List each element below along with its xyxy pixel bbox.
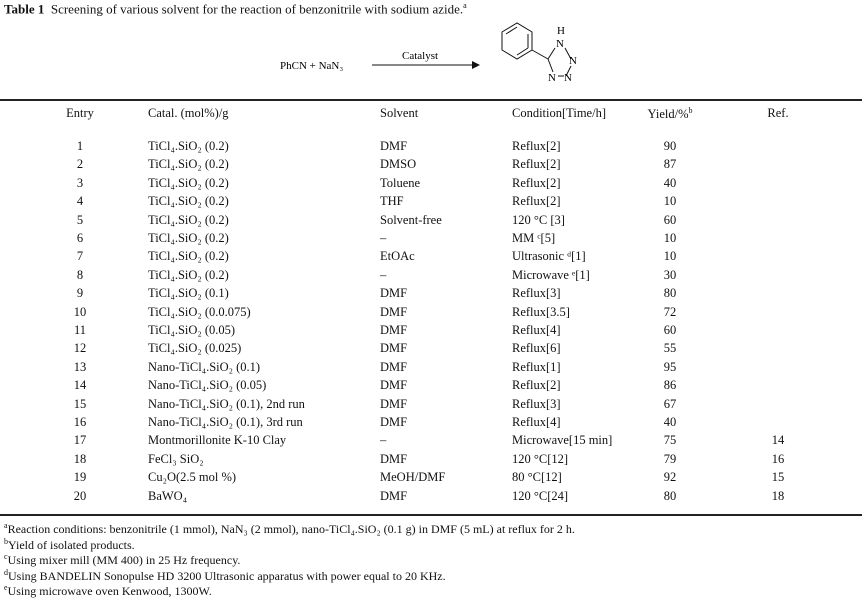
- footnote: [4, 552, 240, 568]
- table-row: [0, 433, 866, 451]
- cell-entry: 12: [73, 341, 87, 356]
- cell-entry: 17: [73, 433, 87, 448]
- bottom-rule: [0, 514, 862, 516]
- table-row: [0, 157, 866, 175]
- cell-solvent: DMF: [380, 396, 408, 411]
- cell-entry: 3: [76, 175, 84, 190]
- footnote: [4, 583, 212, 599]
- atom-n: N: [556, 38, 564, 50]
- cell-condition: Microwave ᵉ[1]: [512, 267, 590, 282]
- cell-solvent: DMF: [380, 323, 408, 337]
- cell-entry: 4: [76, 194, 84, 209]
- reaction-scheme: [280, 14, 620, 89]
- cell-solvent: Solvent-free: [380, 212, 442, 227]
- table-row: [0, 360, 866, 378]
- cell-entry: 6: [76, 231, 84, 245]
- table-title: Screening of various solvent for the reaction of benzonitrile with sodium azide.: [50, 1, 464, 17]
- cell-entry: 13: [73, 359, 87, 374]
- table-row: [0, 176, 866, 194]
- cell-solvent: DMF: [380, 378, 408, 393]
- cell-yield: 55: [663, 341, 677, 356]
- cell-yield: 10: [663, 194, 677, 209]
- cell-catalyst: TiCl₄.SiO₂ (0.05): [148, 323, 236, 337]
- reactants: PhCN + NaN₃: [280, 60, 344, 72]
- cell-ref: 18: [771, 488, 785, 503]
- cell-entry: 9: [76, 286, 84, 301]
- cell-yield: 86: [663, 378, 677, 393]
- cell-condition: 120 °C[12]: [512, 451, 569, 466]
- cell-solvent: DMF: [380, 341, 408, 356]
- table-row: [0, 323, 866, 341]
- cell-solvent: Toluene: [380, 175, 421, 190]
- cell-ref: 14: [771, 433, 785, 448]
- footnote-mark: c: [4, 552, 8, 561]
- cell-yield: 40: [663, 175, 677, 190]
- cell-condition: 120 °C[24]: [512, 488, 569, 503]
- cell-solvent: DMF: [380, 488, 408, 503]
- atom-h: H: [557, 25, 565, 37]
- cell-condition: Reflux[3]: [512, 396, 561, 411]
- cell-ref: 15: [771, 470, 785, 485]
- cell-catalyst: TiCl₄.SiO₂ (0.1): [148, 286, 229, 301]
- cell-condition: Reflux[2]: [512, 175, 561, 190]
- table-row: [0, 139, 866, 157]
- table-row: [0, 268, 866, 286]
- cell-yield: 92: [663, 470, 677, 485]
- cell-catalyst: FeCl₃ SiO₂: [148, 451, 204, 466]
- cell-condition: 80 °C[12]: [512, 470, 562, 485]
- table-row: [0, 249, 866, 267]
- table-row: [0, 231, 866, 249]
- footnote-mark: d: [4, 567, 8, 577]
- cell-yield: 40: [663, 415, 677, 429]
- footnote: [4, 568, 446, 584]
- reagent-label: Catalyst: [402, 50, 439, 62]
- cell-entry: 20: [73, 488, 87, 503]
- cell-entry: 10: [73, 304, 87, 319]
- atom-n: N: [564, 72, 572, 84]
- cell-solvent: DMF: [380, 139, 408, 153]
- cell-yield: 67: [663, 396, 677, 411]
- cell-yield: 80: [663, 286, 677, 301]
- cell-solvent: DMF: [380, 304, 408, 319]
- cell-catalyst: Nano-TiCl₄.SiO₂ (0.1), 2nd run: [148, 396, 305, 411]
- footnote-text: Using BANDELIN Sonopulse HD 3200 Ultrasonic apparatus with power equal to 20 KHz.: [8, 568, 446, 583]
- cell-condition: Reflux[3.5]: [512, 304, 570, 319]
- arrow-head-icon: [472, 61, 480, 69]
- cell-yield: 30: [663, 267, 677, 282]
- table-row: [0, 378, 866, 396]
- cell-condition: Reflux[2]: [512, 194, 561, 209]
- table-row: [0, 341, 866, 359]
- cell-catalyst: Nano-TiCl₄.SiO₂ (0.05): [148, 378, 267, 393]
- cell-condition: Reflux[3]: [512, 286, 561, 301]
- cell-condition: Reflux[2]: [512, 378, 561, 393]
- footnote-text: Yield of isolated products.: [8, 537, 135, 552]
- cell-yield: 75: [663, 433, 677, 448]
- cell-catalyst: TiCl₄.SiO₂ (0.2): [148, 212, 229, 227]
- header-catalyst: Catal. (mol%)/g: [148, 106, 229, 120]
- cell-condition: Microwave[15 min]: [512, 433, 613, 448]
- cell-solvent: DMF: [380, 286, 408, 301]
- cell-catalyst: TiCl₄.SiO₂ (0.2): [148, 157, 229, 172]
- title-footnote-mark: a: [463, 1, 467, 10]
- cell-catalyst: TiCl₄.SiO₂ (0.2): [148, 175, 229, 190]
- cell-catalyst: TiCl₄.SiO₂ (0.2): [148, 231, 229, 245]
- cell-entry: 2: [76, 157, 84, 172]
- table-row: [0, 415, 866, 433]
- cell-entry: 19: [73, 470, 87, 485]
- cell-catalyst: Nano-TiCl₄.SiO₂ (0.1), 3rd run: [148, 415, 303, 429]
- table-row: [0, 452, 866, 470]
- cell-yield: 87: [663, 157, 677, 172]
- header-yield: [640, 106, 700, 122]
- cell-solvent: MeOH/DMF: [380, 470, 446, 485]
- table-row: [0, 397, 866, 415]
- cell-solvent: –: [380, 433, 387, 448]
- cell-solvent: THF: [380, 194, 404, 209]
- cell-yield: 72: [663, 304, 677, 319]
- header-entry: Entry: [66, 106, 94, 120]
- table-row: [0, 470, 866, 488]
- cell-catalyst: TiCl₄.SiO₂ (0.2): [148, 194, 229, 209]
- cell-catalyst: BaWO₄: [148, 488, 188, 503]
- table-row: [0, 305, 866, 323]
- cell-entry: 1: [76, 139, 84, 153]
- cell-catalyst: TiCl₄.SiO₂ (0.2): [148, 249, 229, 264]
- footnote-mark: a: [4, 521, 8, 530]
- cell-yield: 79: [663, 451, 677, 466]
- cell-condition: Reflux[6]: [512, 341, 561, 356]
- footnote: [4, 537, 135, 553]
- cell-catalyst: TiCl₄.SiO₂ (0.025): [148, 341, 242, 356]
- atom-n: N: [548, 72, 556, 84]
- cell-catalyst: Montmorillonite K-10 Clay: [148, 433, 287, 448]
- header-solvent: Solvent: [380, 106, 419, 120]
- cell-entry: 8: [76, 267, 84, 282]
- cell-solvent: EtOAc: [380, 249, 415, 264]
- table-header: [0, 106, 866, 124]
- cell-condition: Reflux[4]: [512, 323, 561, 337]
- table-row: [0, 194, 866, 212]
- footnote-text: Using microwave oven Kenwood, 1300W.: [7, 584, 212, 598]
- header-condition: Condition[Time/h]: [512, 106, 606, 120]
- cell-solvent: DMF: [380, 451, 408, 466]
- cell-yield: 80: [663, 488, 677, 503]
- table-row: [0, 286, 866, 304]
- cell-ref: 16: [771, 451, 785, 466]
- footnote-text: Using mixer mill (MM 400) in 25 Hz frequency.: [7, 553, 241, 567]
- cell-entry: 11: [73, 323, 87, 337]
- cell-catalyst: TiCl₄.SiO₂ (0.2): [148, 267, 229, 282]
- cell-solvent: –: [380, 267, 387, 282]
- cell-catalyst: TiCl₄.SiO₂ (0.2): [148, 139, 229, 153]
- cell-entry: 7: [76, 249, 84, 264]
- table-row: [0, 213, 866, 231]
- cell-catalyst: Cu₂O(2.5 mol %): [148, 470, 237, 485]
- cell-solvent: DMF: [380, 415, 408, 429]
- footnote-mark: e: [4, 583, 8, 592]
- cell-condition: MM ᶜ[5]: [512, 231, 556, 245]
- cell-yield: 90: [663, 139, 677, 153]
- cell-entry: 16: [73, 415, 87, 429]
- cell-condition: Reflux[2]: [512, 139, 561, 153]
- cell-catalyst: TiCl₄.SiO₂ (0.0.075): [148, 304, 251, 319]
- cell-yield: 10: [663, 249, 677, 264]
- footnote-mark: b: [4, 536, 8, 546]
- cell-condition: Ultrasonic ᵈ[1]: [512, 249, 586, 264]
- header-yield-mark: b: [688, 106, 693, 115]
- cell-yield: 60: [663, 212, 677, 227]
- atom-n: N: [569, 55, 577, 67]
- cell-condition: 120 °C [3]: [512, 212, 565, 227]
- footnote-text: Reaction conditions: benzonitrile (1 mmol), NaN₃ (2 mmol), nano-TiCl₄.SiO₂ (0.1 g) in DMF (5 mL) at reflux for 2 h.: [7, 522, 575, 536]
- header-yield-label: Yield/%: [647, 107, 689, 122]
- header-ref: Ref.: [767, 106, 789, 120]
- cell-yield: 60: [663, 323, 677, 337]
- table-label: Table 1: [4, 1, 45, 17]
- cell-entry: 14: [73, 378, 87, 393]
- top-rule: [0, 99, 862, 101]
- cell-condition: Reflux[4]: [512, 415, 561, 429]
- table-row: [0, 489, 866, 507]
- cell-entry: 15: [73, 396, 87, 411]
- cell-condition: Reflux[2]: [512, 157, 561, 172]
- cell-solvent: DMSO: [380, 157, 417, 172]
- cell-entry: 18: [73, 451, 87, 466]
- cell-yield: 10: [663, 231, 677, 245]
- cell-solvent: DMF: [380, 359, 408, 374]
- cell-entry: 5: [76, 212, 84, 227]
- cell-solvent: –: [380, 231, 387, 245]
- footnote: [4, 521, 575, 537]
- cell-catalyst: Nano-TiCl₄.SiO₂ (0.1): [148, 359, 261, 374]
- cell-yield: 95: [663, 359, 677, 374]
- cell-condition: Reflux[1]: [512, 359, 561, 374]
